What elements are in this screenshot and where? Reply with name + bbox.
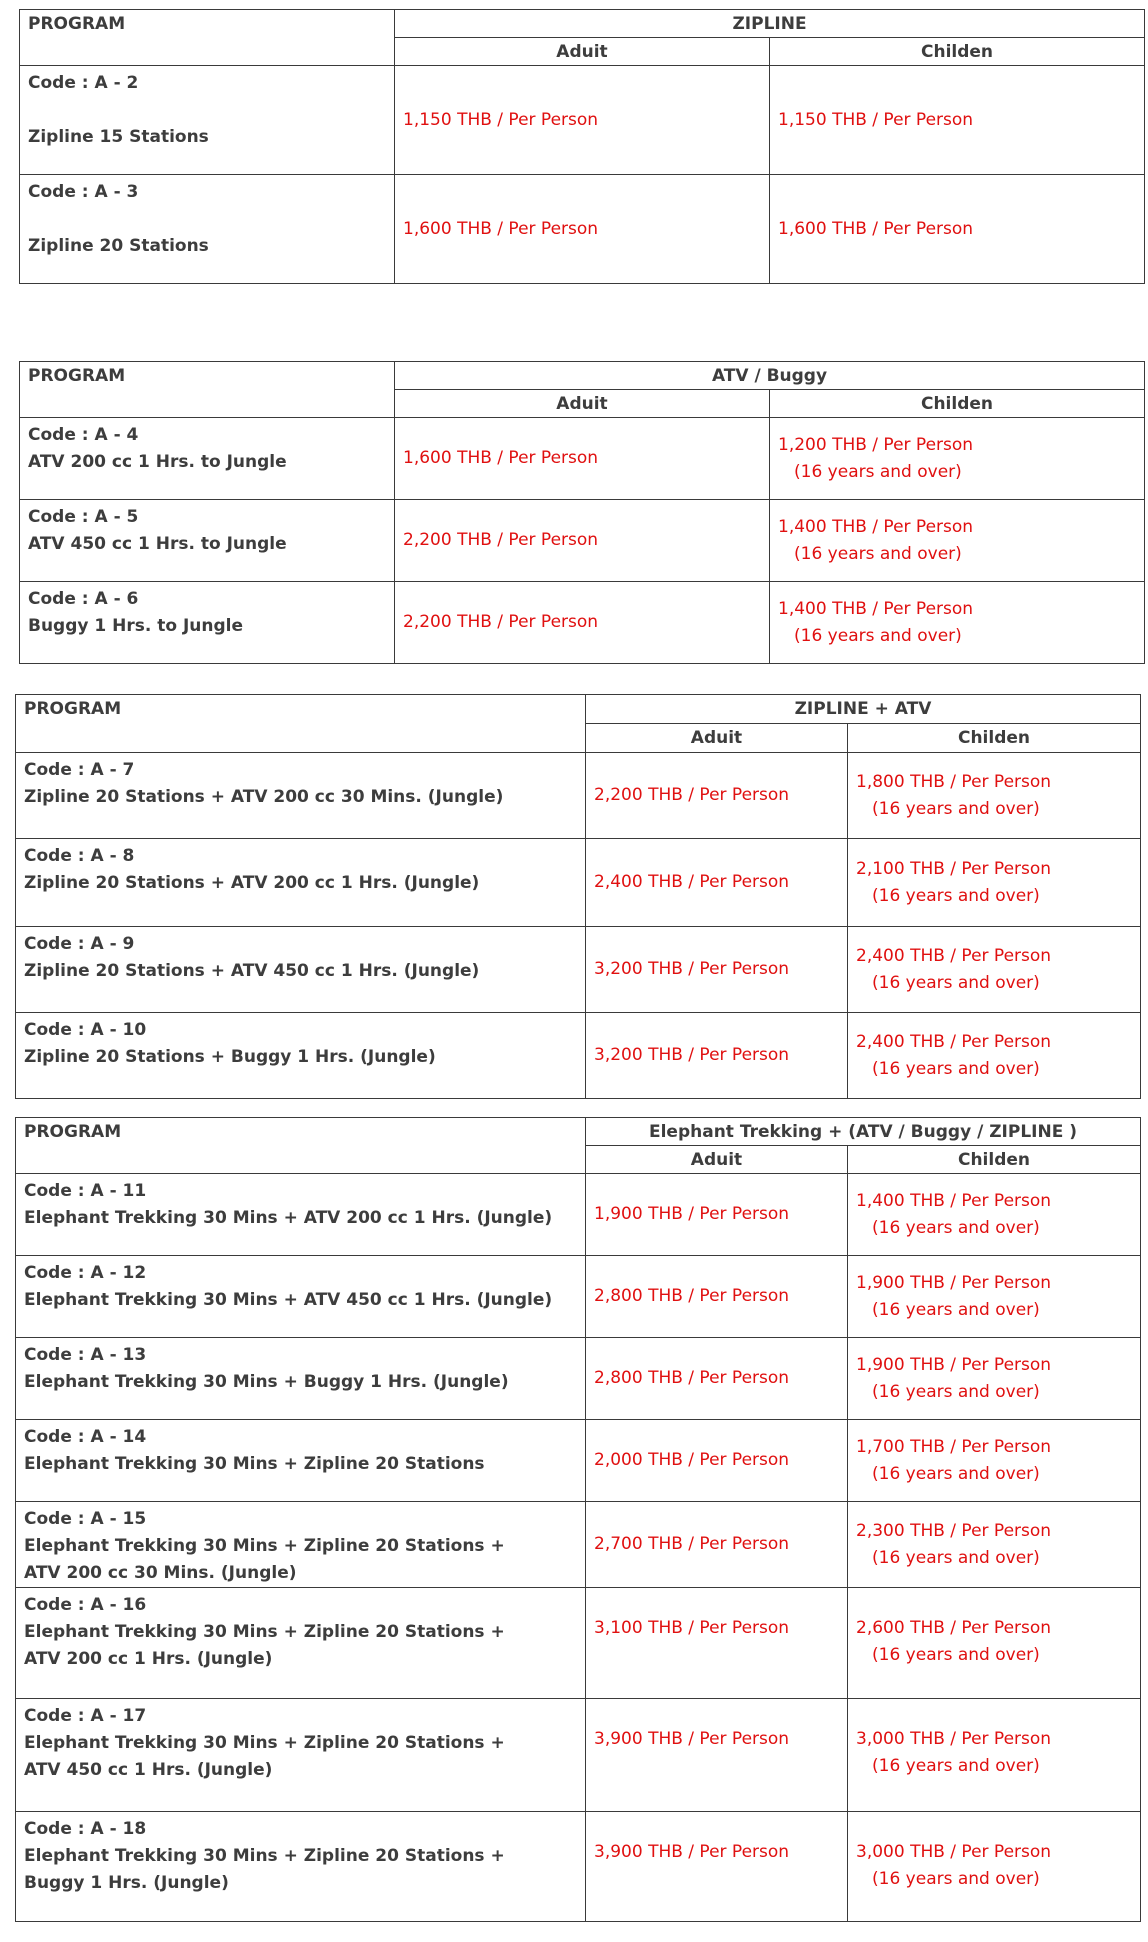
- category-header: ZIPLINE + ATV: [586, 695, 1141, 724]
- child-price-cell: [770, 500, 1145, 582]
- program-code: Code : A - 17: [24, 1706, 147, 1726]
- table-row: [20, 175, 1145, 284]
- program-name: Zipline 20 Stations + ATV 200 cc 1 Hrs. (Jungle): [24, 873, 480, 893]
- table-row: [16, 1588, 1141, 1699]
- age-note: (16 years and over): [872, 1547, 1040, 1568]
- child-price-cell: [848, 839, 1141, 927]
- age-note: (16 years and over): [794, 625, 962, 646]
- program-name: ATV 450 cc 1 Hrs. to Jungle: [28, 534, 287, 554]
- program-cell: [16, 1420, 586, 1502]
- program-code: Code : A - 8: [24, 846, 135, 866]
- program-cell: [16, 1256, 586, 1338]
- program-code: Code : A - 10: [24, 1020, 147, 1040]
- program-cell: [16, 1502, 586, 1588]
- program-cell: [16, 1699, 586, 1812]
- program-name: Zipline 20 Stations + ATV 450 cc 1 Hrs. (Jungle): [24, 961, 480, 981]
- program-cell: [20, 66, 395, 175]
- adult-header: Aduit: [586, 1146, 848, 1174]
- program-name-continued: ATV 450 cc 1 Hrs. (Jungle): [24, 1760, 273, 1780]
- program-name: Elephant Trekking 30 Mins + Zipline 20 Stations +: [24, 1622, 505, 1642]
- child-price-cell: [770, 418, 1145, 500]
- table-row: [16, 1174, 1141, 1256]
- table-row: [20, 418, 1145, 500]
- child-price: 1,150 THB / Per Person: [770, 66, 1145, 175]
- program-name: Elephant Trekking 30 Mins + Buggy 1 Hrs. (Jungle): [24, 1372, 509, 1392]
- program-name: Elephant Trekking 30 Mins + ATV 450 cc 1 Hrs. (Jungle): [24, 1290, 553, 1310]
- adult-price: 2,000 THB / Per Person: [586, 1420, 848, 1502]
- adult-price: 2,800 THB / Per Person: [586, 1338, 848, 1420]
- child-price: 1,200 THB / Per Person: [778, 434, 974, 455]
- program-cell: [20, 500, 395, 582]
- category-header: ATV / Buggy: [395, 362, 1145, 390]
- program-name: Zipline 15 Stations: [28, 127, 209, 147]
- child-price-cell: [848, 1502, 1141, 1588]
- age-note: (16 years and over): [872, 798, 1040, 819]
- age-note: (16 years and over): [872, 1217, 1040, 1238]
- child-price-cell: [848, 1174, 1141, 1256]
- adult-price: 1,600 THB / Per Person: [395, 418, 770, 500]
- program-name: Elephant Trekking 30 Mins + Zipline 20 Stations +: [24, 1846, 505, 1866]
- child-price: 1,700 THB / Per Person: [856, 1436, 1052, 1457]
- program-code: Code : A - 6: [28, 589, 139, 609]
- adult-header: Aduit: [395, 390, 770, 418]
- child-header: Childen: [770, 390, 1145, 418]
- child-price: 2,100 THB / Per Person: [856, 858, 1052, 879]
- adult-price: 1,150 THB / Per Person: [395, 66, 770, 175]
- program-code: Code : A - 2: [28, 73, 139, 93]
- child-price-cell: [770, 582, 1145, 664]
- adult-price: 2,200 THB / Per Person: [586, 753, 848, 839]
- adult-header: Aduit: [586, 724, 848, 753]
- child-price: 3,000 THB / Per Person: [856, 1842, 1052, 1862]
- table-row: [16, 1502, 1141, 1588]
- program-code: Code : A - 16: [24, 1595, 147, 1615]
- program-code: Code : A - 3: [28, 182, 139, 202]
- adult-price: 3,200 THB / Per Person: [586, 1013, 848, 1099]
- age-note: (16 years and over): [872, 1381, 1040, 1402]
- program-code: Code : A - 13: [24, 1345, 147, 1365]
- program-name: Elephant Trekking 30 Mins + Zipline 20 Stations +: [24, 1733, 505, 1753]
- category-header: Elephant Trekking + (ATV / Buggy / ZIPLINE ): [586, 1118, 1141, 1146]
- adult-price: 3,900 THB / Per Person: [586, 1812, 848, 1922]
- age-note: (16 years and over): [872, 1645, 1040, 1665]
- table-row: [20, 66, 1145, 175]
- age-note: (16 years and over): [872, 972, 1040, 993]
- adult-price: 2,200 THB / Per Person: [395, 500, 770, 582]
- program-name: Buggy 1 Hrs. to Jungle: [28, 616, 244, 636]
- child-header: Childen: [770, 38, 1145, 66]
- child-price: 1,800 THB / Per Person: [856, 771, 1052, 792]
- program-cell: [16, 1013, 586, 1099]
- program-name-continued: Buggy 1 Hrs. (Jungle): [24, 1873, 229, 1893]
- child-price-cell: [848, 1812, 1141, 1922]
- adult-price: 1,900 THB / Per Person: [586, 1174, 848, 1256]
- child-price-cell: [848, 1420, 1141, 1502]
- program-header: PROGRAM: [20, 10, 395, 66]
- program-header: PROGRAM: [16, 695, 586, 753]
- program-code: Code : A - 5: [28, 507, 139, 527]
- elephant-trekking-price-table: [15, 1117, 1141, 1922]
- program-code: Code : A - 9: [24, 934, 135, 954]
- adult-price: 3,900 THB / Per Person: [586, 1699, 848, 1812]
- program-cell: [16, 753, 586, 839]
- table-row: [16, 1699, 1141, 1812]
- child-price: 2,600 THB / Per Person: [856, 1618, 1052, 1638]
- category-header: ZIPLINE: [395, 10, 1145, 38]
- table-row: [20, 582, 1145, 664]
- program-name: Zipline 20 Stations + ATV 200 cc 30 Mins. (Jungle): [24, 787, 504, 807]
- program-name: ATV 200 cc 1 Hrs. to Jungle: [28, 452, 287, 472]
- program-cell: [20, 418, 395, 500]
- table-row: [16, 927, 1141, 1013]
- program-cell: [16, 927, 586, 1013]
- program-header: PROGRAM: [20, 362, 395, 418]
- program-code: Code : A - 14: [24, 1427, 147, 1447]
- child-price: 1,400 THB / Per Person: [778, 598, 974, 619]
- table-row: [16, 1812, 1141, 1922]
- table-row: [16, 1338, 1141, 1420]
- program-name: Zipline 20 Stations: [28, 236, 209, 256]
- age-note: (16 years and over): [872, 1058, 1040, 1079]
- child-price-cell: [848, 1013, 1141, 1099]
- adult-price: 2,200 THB / Per Person: [395, 582, 770, 664]
- adult-price: 2,400 THB / Per Person: [586, 839, 848, 927]
- age-note: (16 years and over): [872, 1869, 1040, 1889]
- program-code: Code : A - 12: [24, 1263, 147, 1283]
- program-header: PROGRAM: [16, 1118, 586, 1174]
- program-cell: [16, 1338, 586, 1420]
- program-cell: [16, 839, 586, 927]
- adult-price: 2,700 THB / Per Person: [586, 1502, 848, 1588]
- program-cell: [16, 1174, 586, 1256]
- program-name: Elephant Trekking 30 Mins + Zipline 20 Stations +: [24, 1536, 505, 1556]
- adult-price: 2,800 THB / Per Person: [586, 1256, 848, 1338]
- child-price-cell: [848, 753, 1141, 839]
- table-row: [16, 1420, 1141, 1502]
- child-price-cell: [848, 927, 1141, 1013]
- adult-price: 3,100 THB / Per Person: [586, 1588, 848, 1699]
- program-code: Code : A - 15: [24, 1509, 147, 1529]
- table-row: [16, 753, 1141, 839]
- age-note: (16 years and over): [872, 885, 1040, 906]
- atv-buggy-price-table: [19, 361, 1145, 664]
- age-note: (16 years and over): [872, 1299, 1040, 1320]
- table-row: [16, 839, 1141, 927]
- child-header: Childen: [848, 724, 1141, 753]
- zipline-price-table: [19, 9, 1145, 284]
- program-code: Code : A - 11: [24, 1181, 147, 1201]
- program-cell: [20, 582, 395, 664]
- adult-header: Aduit: [395, 38, 770, 66]
- child-price: 2,300 THB / Per Person: [856, 1520, 1052, 1541]
- child-price: 1,400 THB / Per Person: [778, 516, 974, 537]
- child-price: 2,400 THB / Per Person: [856, 945, 1052, 966]
- program-name: Elephant Trekking 30 Mins + ATV 200 cc 1 Hrs. (Jungle): [24, 1208, 553, 1228]
- child-price: 1,600 THB / Per Person: [770, 175, 1145, 284]
- table-row: [16, 1013, 1141, 1099]
- child-price-cell: [848, 1338, 1141, 1420]
- program-cell: [16, 1812, 586, 1922]
- age-note: (16 years and over): [794, 543, 962, 564]
- program-name: Elephant Trekking 30 Mins + Zipline 20 Stations: [24, 1454, 485, 1474]
- age-note: (16 years and over): [872, 1463, 1040, 1484]
- child-price-cell: [848, 1256, 1141, 1338]
- table-row: [16, 1256, 1141, 1338]
- zipline-atv-price-table: [15, 694, 1141, 1099]
- child-price: 1,900 THB / Per Person: [856, 1354, 1052, 1375]
- child-price-cell: [848, 1588, 1141, 1699]
- child-price: 2,400 THB / Per Person: [856, 1031, 1052, 1052]
- program-code: Code : A - 18: [24, 1819, 147, 1839]
- child-price: 3,000 THB / Per Person: [856, 1729, 1052, 1749]
- table-row: [20, 500, 1145, 582]
- age-note: (16 years and over): [872, 1756, 1040, 1776]
- child-price: 1,400 THB / Per Person: [856, 1190, 1052, 1211]
- program-name-continued: ATV 200 cc 30 Mins. (Jungle): [24, 1563, 297, 1583]
- program-code: Code : A - 7: [24, 760, 135, 780]
- child-price-cell: [848, 1699, 1141, 1812]
- adult-price: 3,200 THB / Per Person: [586, 927, 848, 1013]
- program-code: Code : A - 4: [28, 425, 139, 445]
- child-price: 1,900 THB / Per Person: [856, 1272, 1052, 1293]
- age-note: (16 years and over): [794, 461, 962, 482]
- program-cell: [16, 1588, 586, 1699]
- child-header: Childen: [848, 1146, 1141, 1174]
- adult-price: 1,600 THB / Per Person: [395, 175, 770, 284]
- program-name: Zipline 20 Stations + Buggy 1 Hrs. (Jungle): [24, 1047, 436, 1067]
- program-name-continued: ATV 200 cc 1 Hrs. (Jungle): [24, 1649, 273, 1669]
- program-cell: [20, 175, 395, 284]
